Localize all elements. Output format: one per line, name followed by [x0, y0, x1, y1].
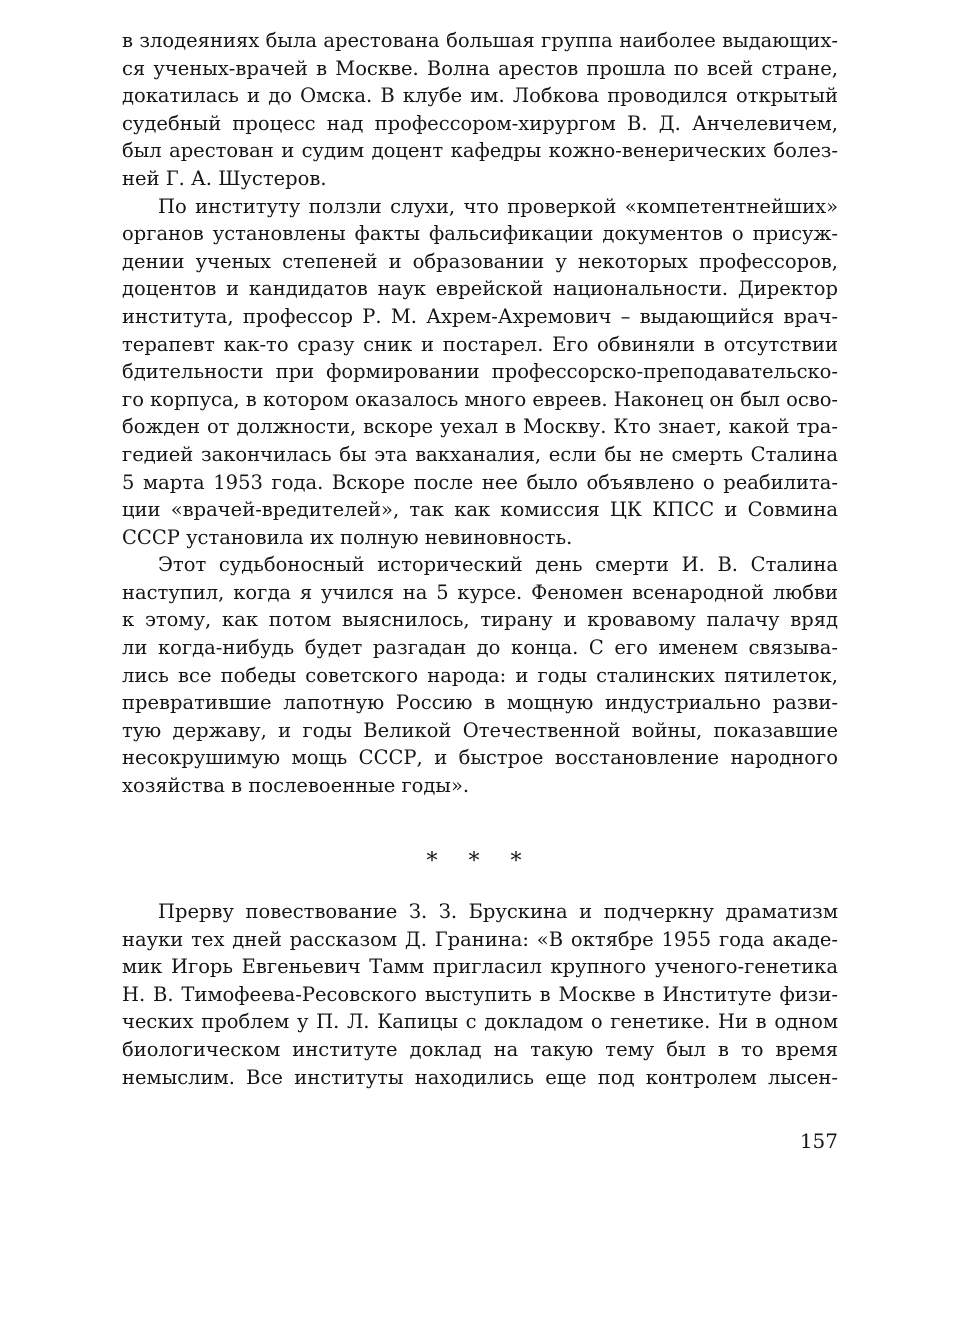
- text-line: был арестован и судим доцент кафедры кожно-венерических болез-: [122, 139, 838, 163]
- lower-text-block: [122, 898, 838, 1091]
- text-line: Прерву повествование З. З. Брускина и подчеркну драматизм: [158, 900, 838, 923]
- text-line: доцентов и кандидатов наук еврейской национальности. Директор: [122, 277, 838, 301]
- text-line: го корпуса, в котором оказалось много евреев. Наконец он был осво-: [122, 387, 838, 411]
- text-line: ней Г. А. Шустеров.: [122, 166, 327, 190]
- paragraph-2: [122, 193, 838, 552]
- text-line: судебный процесс над профессором-хирургом В. Д. Анчелевичем,: [122, 111, 838, 135]
- text-line: гедией закончилась бы эта вакханалия, если бы не смерть Сталина: [122, 442, 838, 466]
- text-line: докатилась и до Омска. В клубе им. Лобкова проводился открытый: [122, 84, 838, 108]
- text-line: института, профессор Р. М. Ахрем-Ахремович – выдающийся врач-: [122, 304, 838, 328]
- text-line: ли когда-нибудь будет разгадан до конца. С его именем связыва-: [122, 636, 838, 660]
- text-line: По институту ползли слухи, что проверкой «компетентнейших»: [158, 194, 838, 218]
- paragraph-4: [122, 898, 838, 1091]
- text-line: СССР установила их полную невиновность.: [122, 525, 573, 549]
- text-line: биологическом институте доклад на такую тему был в то время: [122, 1037, 838, 1061]
- text-line: тую державу, и годы Великой Отечественной войны, показавшие: [122, 718, 838, 742]
- section-separator: * * *: [426, 849, 534, 874]
- text-line: лись все победы советского народа: и годы сталинских пятилеток,: [122, 663, 838, 687]
- text-line: к этому, как потом выяснилось, тирану и кровавому палачу вряд: [122, 608, 838, 632]
- text-line: ции «врачей-вредителей», так как комиссия ЦК КПСС и Совмина: [122, 498, 838, 522]
- text-line: терапевт как-то сразу сник и постарел. Его обвиняли в отсутствии: [122, 332, 838, 356]
- text-line: органов установлены факты фальсификации документов о присуж-: [122, 222, 838, 246]
- paragraph-1: [122, 27, 838, 193]
- text-line: дении ученых степеней и образовании у некоторых профессоров,: [122, 249, 838, 273]
- text-line: в злодеяниях была арестована большая группа наиболее выдающих-: [122, 29, 838, 52]
- text-line: ческих проблем у П. Л. Капицы с докладом о генетике. Ни в одном: [122, 1010, 838, 1034]
- text-line: Н. В. Тимофеева-Ресовского выступить в Москве в Институте физи-: [122, 982, 838, 1006]
- text-line: мик Игорь Евгеньевич Тамм пригласил крупного ученого-генетика: [122, 955, 838, 979]
- upper-text-block: [122, 27, 838, 800]
- text-line: ся ученых-врачей в Москве. Волна арестов прошла по всей стране,: [122, 56, 838, 80]
- text-line: бдительности при формировании профессорско-преподавательско-: [122, 360, 838, 384]
- text-line: несокрушимую мощь СССР, и быстрое восстановление народного: [122, 746, 838, 770]
- text-line: превратившие лапотную Россию в мощную индустриально разви-: [122, 691, 838, 715]
- text-line: наступил, когда я учился на 5 курсе. Феномен всенародной любви: [122, 580, 838, 604]
- text-line: 5 марта 1953 года. Вскоре после нее было объявлено о реабилита-: [122, 470, 838, 494]
- paragraph-3: [122, 551, 838, 799]
- text-line: хозяйства в послевоенные годы».: [122, 774, 470, 798]
- text-line: немыслим. Все институты находились еще под контролем лысен-: [122, 1065, 838, 1089]
- text-line: науки тех дней рассказом Д. Гранина: «В октябре 1955 года акаде-: [122, 927, 838, 951]
- page-number: 157: [799, 1129, 838, 1153]
- text-line: божден от должности, вскоре уехал в Москву. Кто знает, какой тра-: [122, 415, 838, 439]
- text-line: Этот судьбоносный исторический день смерти И. В. Сталина: [158, 553, 838, 577]
